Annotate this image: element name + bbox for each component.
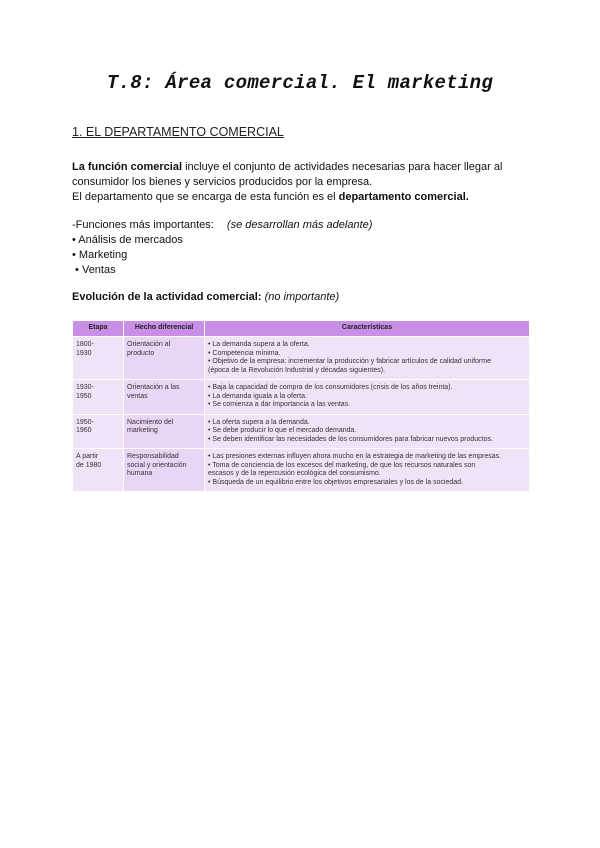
cell-hecho: Nacimiento del marketing (124, 414, 205, 449)
functions-list (72, 233, 183, 278)
intro-bold-term: La función comercial (72, 161, 183, 173)
cell-caracteristicas: • Baja la capacidad de compra de los consumidores (crisis de los años treinta). • La demanda iguala a la oferta. • Se comienza a dar importancia a las ventas. (205, 380, 530, 415)
cell-hecho: Orientación al producto (124, 337, 205, 380)
header-caracteristicas: Características (205, 321, 530, 337)
intro-paragraph (72, 160, 552, 205)
cell-etapa: A partir de 1980 (73, 449, 124, 492)
list-item: • Marketing (72, 249, 128, 261)
table-row (73, 449, 530, 492)
table-row (73, 380, 530, 415)
functions-line (72, 218, 372, 233)
intro-text: incluye el conjunto de actividades necesarias para hacer llegar al consumidor los bienes y servicios producidos por la empresa. (72, 161, 503, 188)
intro-bold-term-2: departamento comercial. (338, 191, 469, 203)
evolution-heading-text: Evolución de la actividad comercial: (72, 291, 262, 303)
page-title: T.8: Área comercial. El marketing (106, 72, 494, 94)
header-hecho: Hecho diferencial (124, 321, 205, 337)
functions-note: (se desarrollan más adelante) (226, 219, 373, 231)
cell-hecho: Responsabilidad social y orientación humana (124, 449, 205, 492)
table-header-row (73, 321, 530, 337)
functions-label: -Funciones más importantes: (72, 219, 214, 231)
header-etapa: Etapa (73, 321, 124, 337)
cell-etapa: 1930- 1950 (73, 380, 124, 415)
section-heading: 1. EL DEPARTAMENTO COMERCIAL (72, 125, 284, 139)
cell-etapa: 1950- 1960 (73, 414, 124, 449)
table-row (73, 414, 530, 449)
list-item: • Análisis de mercados (72, 234, 183, 246)
evolution-heading (72, 291, 339, 303)
cell-caracteristicas: • La oferta supera a la demanda. • Se debe producir lo que el mercado demanda. • Se deben identificar las necesidades de los consumidores para fabricar nuevos productos. (205, 414, 530, 449)
cell-caracteristicas: • Las presiones externas influyen ahora mucho en la estrategia de marketing de las empresas. • Toma de conciencia de los excesos del marketing, de que los recursos naturales son escasos y de la repercusión ecológica del consumismo. • Búsqueda de un equilibrio entre los objetivos empresariales y los de la sociedad. (205, 449, 530, 492)
evolution-table (72, 320, 530, 492)
cell-caracteristicas: • La demanda supera a la oferta. • Competencia mínima. • Objetivo de la empresa: incrementar la producción y fabricar artículos de calidad uniforme (época de la Revolución Industrial y décadas siguientes). (205, 337, 530, 380)
intro-text-2: El departamento que se encarga de esta función es el (72, 191, 339, 203)
cell-hecho: Orientación a las ventas (124, 380, 205, 415)
cell-etapa: 1800- 1930 (73, 337, 124, 380)
evolution-note: (no importante) (264, 291, 340, 303)
table-row (73, 337, 530, 380)
list-item: • Ventas (72, 264, 116, 276)
